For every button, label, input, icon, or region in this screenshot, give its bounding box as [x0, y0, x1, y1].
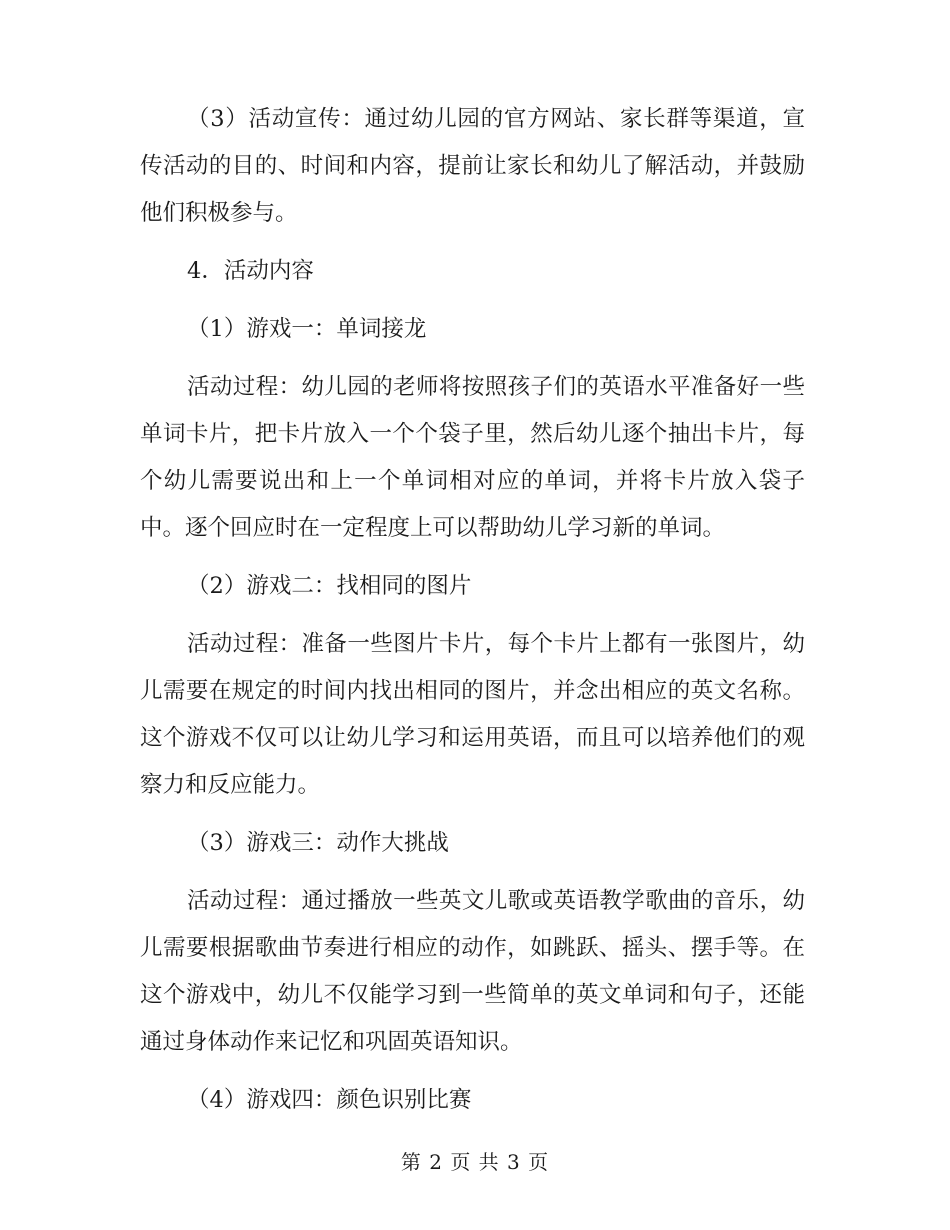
- paragraph-game-one-process: 活动过程：幼儿园的老师将按照孩子们的英语水平准备好一些单词卡片，把卡片放入一个个袋子里，然后幼儿逐个抽出卡片，每个幼儿需要说出和上一个单词相对应的单词，并将卡片放入袋子中。逐个回应时在一定程度上可以帮助幼儿学习新的单词。: [140, 374, 805, 541]
- paragraph-activity-promotion: （3）活动宣传：通过幼儿园的官方网站、家长群等渠道，宣传活动的目的、时间和内容，提前让家长和幼儿了解活动，并鼓励他们积极参与。: [140, 106, 805, 226]
- paragraph-game-three-process: 活动过程：通过播放一些英文儿歌或英语教学歌曲的音乐，幼儿需要根据歌曲节奏进行相应的动作，如跳跃、摇头、摆手等。在这个游戏中，幼儿不仅能学习到一些简单的英文单词和句子，还能通过身体动作来记忆和巩固英语知识。: [140, 888, 805, 1055]
- subheading-game-two: （2）游戏二：找相同的图片: [187, 573, 472, 599]
- section-heading-activity-content: 4．活动内容: [187, 258, 314, 284]
- subheading-game-three: （3）游戏三：动作大挑战: [187, 830, 449, 856]
- document-body: [140, 96, 805, 1135]
- paragraph-game-two-process: 活动过程：准备一些图片卡片，每个卡片上都有一张图片，幼儿需要在规定的时间内找出相同的图片，并念出相应的英文名称。这个游戏不仅可以让幼儿学习和运用英语，而且可以培养他们的观察力和反应能力。: [140, 631, 805, 798]
- subheading-game-four: （4）游戏四：颜色识别比赛: [187, 1087, 472, 1113]
- subheading-game-one: （1）游戏一：单词接龙: [187, 316, 427, 342]
- page-number-footer: 第 2 页 共 3 页: [400, 1150, 550, 1174]
